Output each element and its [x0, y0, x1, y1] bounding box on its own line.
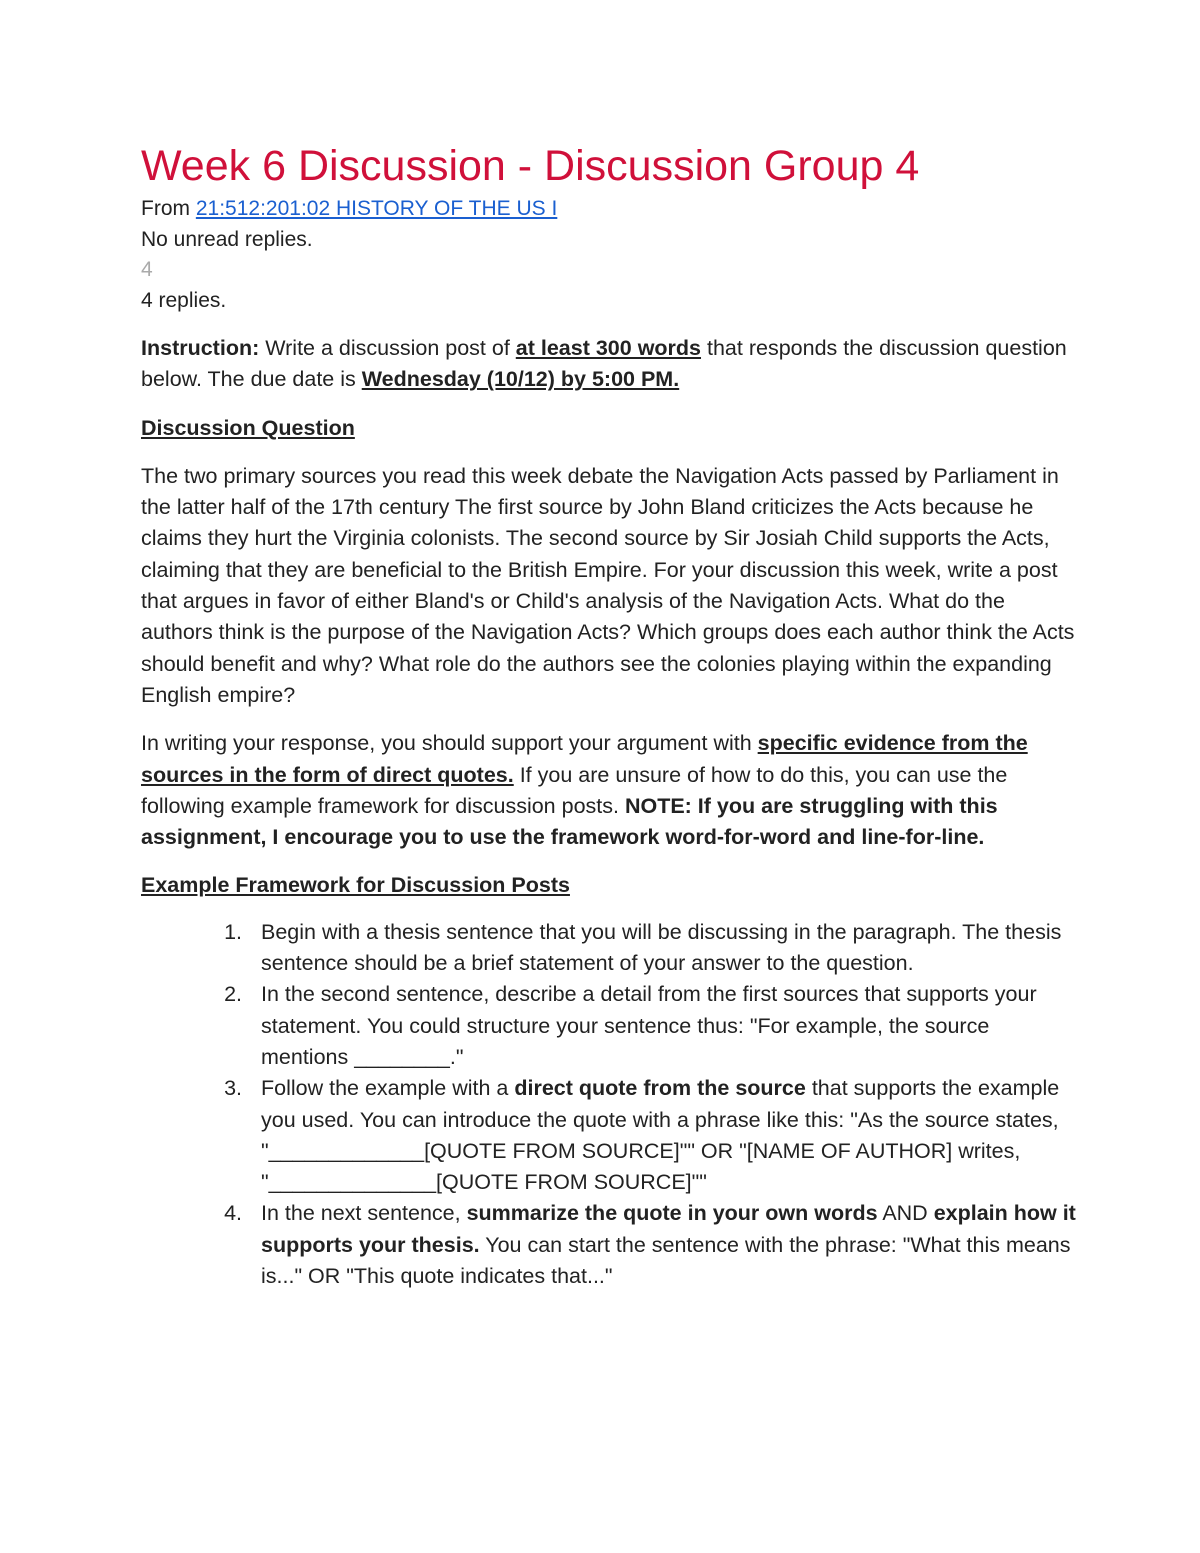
from-label: From	[141, 197, 190, 220]
instruction-label: Instruction:	[141, 336, 260, 360]
discussion-question-heading: Discussion Question	[141, 415, 355, 440]
page-title: Week 6 Discussion - Discussion Group 4	[141, 142, 920, 190]
discussion-question-text: The two primary sources you read this week debate the Navigation Acts passed by Parliament in the latter half of the 17th century The first source by John Bland criticizes the Acts because he claims they hurt the Virginia colonists. The second source by Sir Josiah Child supports the Acts, claiming that they are beneficial to the British Empire. For your discussion this week, write a post that argues in favor of either Bland's or Child's analysis of the Navigation Acts. What do the authors think is the purpose of the Navigation Acts? Which groups does each author think the Acts should benefit and why? What role do the authors see the colonies playing within the expanding English empire?	[141, 463, 1075, 707]
response-paragraph	[141, 728, 1080, 853]
replies-count: 4 replies.	[141, 288, 227, 312]
step-3-text-2: that supports the example you used. You can introduce the quote with a phrase like this: "As the source states, "_____________[QUOTE FROM SOURCE]"" OR "[NAME OF AUTHOR] writes, "______________[QUOTE FROM SOURCE]""	[261, 1076, 1060, 1195]
step-4-text-3: You can start the sentence with the phrase: "What this means is..." OR "This quote indicates that..."	[261, 1232, 1071, 1289]
instruction-text-2: that responds the discussion question below. The due date is	[141, 336, 1067, 392]
framework-step-2: 2. In the second sentence, describe a detail from the first sources that supports your statement. You could structure your sentence thus: "For example, the source mentions ________."	[248, 979, 1080, 1073]
step-4-emphasis-2: explain how it supports your thesis.	[261, 1201, 1076, 1257]
response-note: NOTE: If you are struggling with this assignment, I encourage you to use the framework word-for-word and line-for-line.	[141, 793, 998, 850]
step-3-text: Follow the example with a	[261, 1076, 515, 1101]
response-text: In writing your response, you should support your argument with	[141, 731, 758, 756]
step-4-emphasis: summarize the quote in your own words	[466, 1201, 878, 1226]
instruction-paragraph	[141, 333, 1080, 396]
evidence-requirement: specific evidence from the sources in the form of direct quotes.	[141, 731, 1028, 787]
topic-meta	[141, 194, 1080, 316]
instruction-text: Write a discussion post of	[259, 336, 516, 360]
framework-step-4	[248, 1198, 1080, 1292]
response-text-2: If you are unsure of how to do this, you can use the following example framework for discussion posts.	[141, 762, 1008, 818]
unread-status: No unread replies.	[141, 227, 313, 251]
framework-step-1: 1. Begin with a thesis sentence that you will be discussing in the paragraph. The thesis sentence should be a brief statement of your answer to the question.	[248, 917, 1080, 980]
step-4-text-2: AND	[877, 1201, 934, 1226]
step-4-text: In the next sentence,	[261, 1201, 467, 1226]
framework-step-3	[248, 1073, 1080, 1198]
framework-steps	[141, 917, 1080, 1293]
min-words: at least 300 words	[515, 336, 702, 360]
from-line	[141, 194, 1080, 225]
step-3-emphasis: direct quote from the source	[514, 1076, 806, 1101]
due-date: Wednesday (10/12) by 5:00 PM.	[361, 367, 680, 392]
framework-heading: Example Framework for Discussion Posts	[141, 873, 570, 898]
reply-count-badge: 4	[141, 258, 153, 281]
course-link[interactable]: 21:512:201:02 HISTORY OF THE US I	[195, 197, 558, 220]
